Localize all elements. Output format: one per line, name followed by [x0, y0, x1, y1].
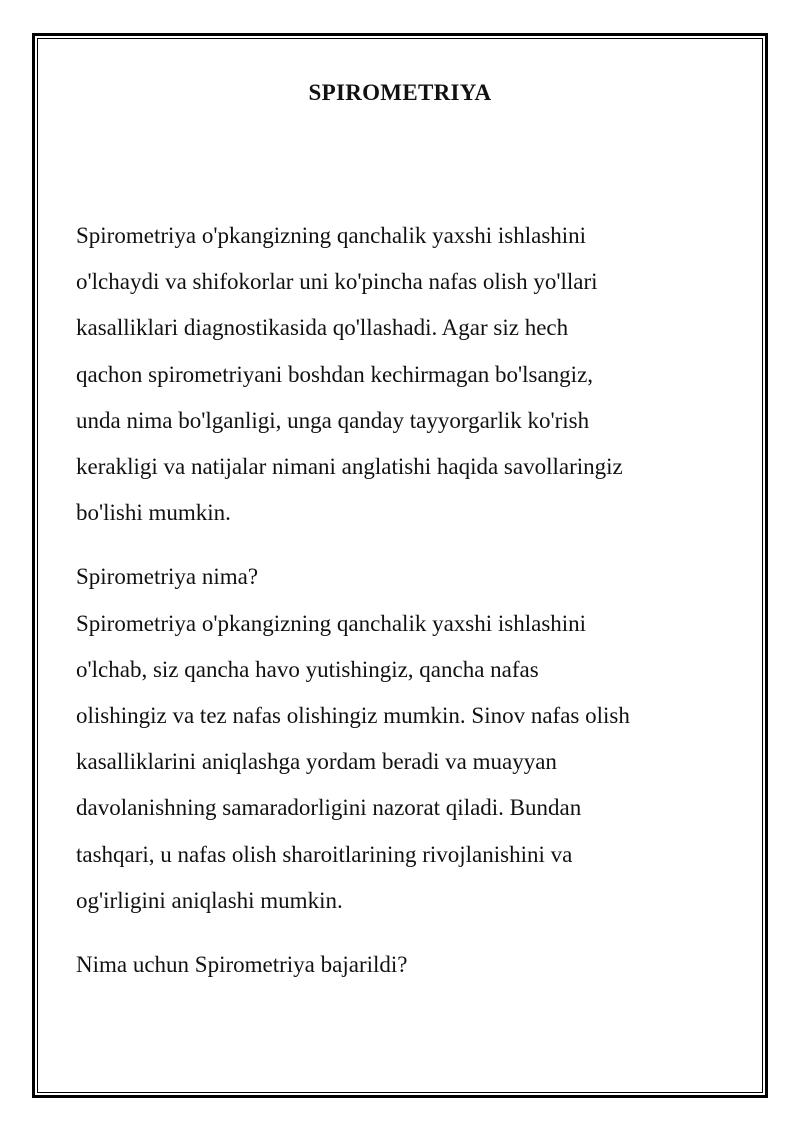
- text-line: Spirometriya o'pkangizning qanchalik yaxshi ishlashini: [76, 610, 587, 636]
- text-line: kasalliklarini aniqlashga yordam beradi va muayyan: [76, 749, 557, 775]
- text-line: davolanishning samaradorligini nazorat qiladi. Bundan: [76, 795, 582, 821]
- section-why-performed: [76, 942, 736, 988]
- text-line: og'irligini aniqlashi mumkin.: [76, 887, 343, 913]
- text-line: Spirometriya o'pkangizning qanchalik yaxshi ishlashini: [76, 223, 587, 248]
- intro-paragraph: [76, 213, 736, 536]
- section-what-is: [76, 554, 736, 924]
- text-line: kerakligi va natijalar nimani anglatishi haqida savollaringiz: [76, 454, 623, 480]
- document-title: SPIROMETRIYA: [308, 80, 492, 105]
- text-line: qachon spirometriyani boshdan kechirmagan bo'lsangiz,: [76, 361, 594, 387]
- document-body: [76, 213, 736, 988]
- text-line: olishingiz va tez nafas olishingiz mumkin. Sinov nafas olish: [76, 703, 630, 729]
- text-line: kasalliklari diagnostikasida qo'llashadi. Agar siz hech: [76, 315, 569, 341]
- text-line: tashqari, u nafas olish sharoitlarining rivojlanishini va: [76, 841, 573, 867]
- section-heading: Nima uchun Spirometriya bajarildi?: [76, 952, 408, 978]
- text-line: o'lchab, siz qancha havo yutishingiz, qancha nafas: [76, 656, 539, 682]
- text-line: unda nima bo'lganligi, unga qanday tayyorgarlik ko'rish: [76, 407, 590, 433]
- text-line: o'lchaydi va shifokorlar uni ko'pincha nafas olish yo'llari: [76, 269, 598, 295]
- section-heading: Spirometriya nima?: [76, 564, 259, 590]
- text-line: bo'lishi mumkin.: [76, 500, 231, 526]
